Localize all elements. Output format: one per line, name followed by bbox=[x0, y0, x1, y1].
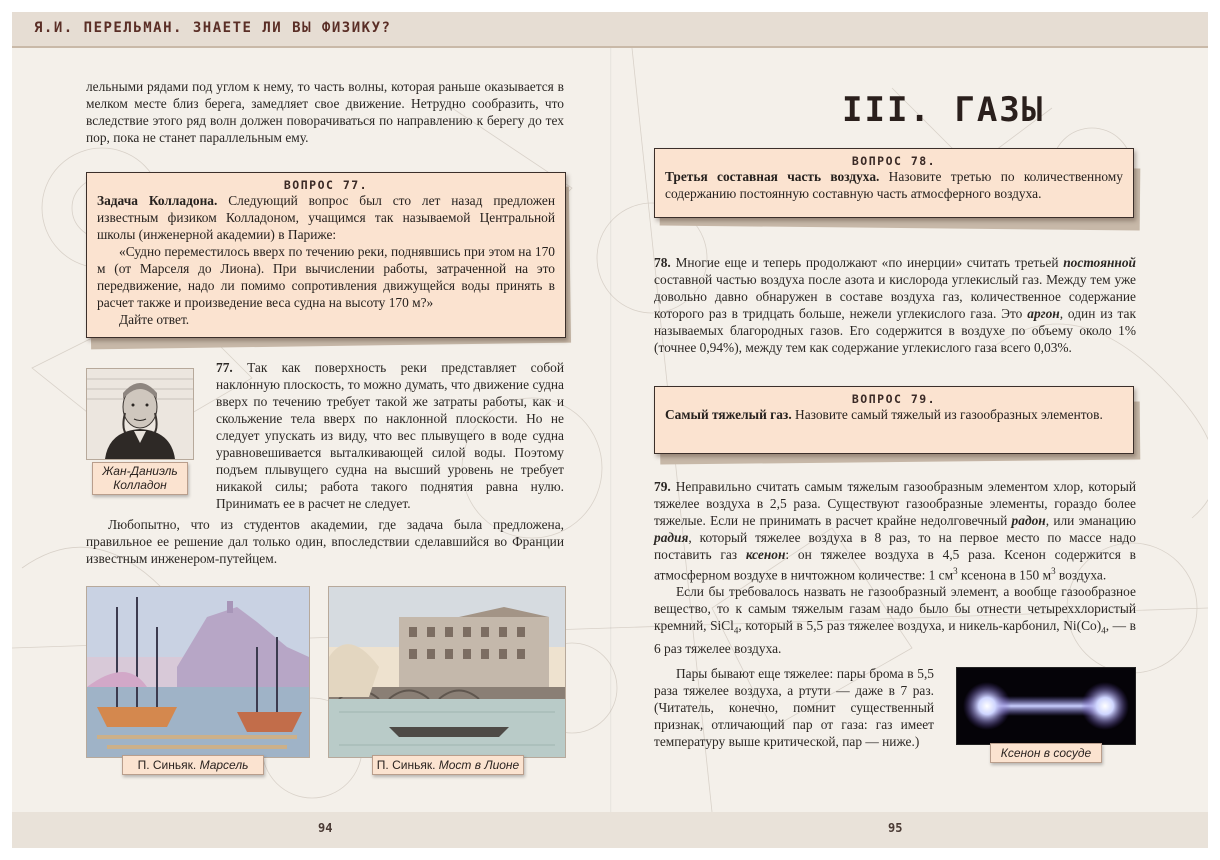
question-79-text: Самый тяжелый газ. Назовите самый тяжелый из газообразных элементов. bbox=[665, 407, 1103, 422]
page-number-left: 94 bbox=[318, 821, 333, 835]
book-spine bbox=[610, 48, 612, 848]
intro-paragraph: лельными рядами под углом к нему, то часть волны, которая раньше оказывается в мелком месте близ берега, замедляет свое движение. Нетрудно сообразить, что вследствие этого ряд волн должен поворачиваться по направлению к берегу до тех пор, пока не станет параллельным ему. bbox=[86, 79, 564, 145]
painting-lyon-caption: П. Синьяк. Мост в Лионе bbox=[372, 755, 524, 775]
page-number-right: 95 bbox=[888, 821, 903, 835]
question-79-label: ВОПРОС 79. bbox=[851, 392, 937, 406]
colladon-portrait bbox=[86, 368, 194, 460]
question-78-label: ВОПРОС 78. bbox=[851, 154, 937, 168]
painting-lyon-bridge bbox=[328, 586, 566, 758]
answer-77: 77. Так как поверхность реки представляет собой наклонную плоскость, то можно думать, что движение судна вверх по течению требует такой же затраты работы, как и скольжение тела вверх по наклонной плоскости. Но не следует упускать из виду, что вес плывущего в воде судна уравновешивается выталкивающей силой воды. Поэтому подъем плывущего судна на высший уровень не требует никакой силы; работа такого поднятия равна нулю. Принимать ее в расчет не следует. bbox=[216, 360, 564, 511]
answer-78: 78. Многие еще и теперь продолжают «по инерции» считать третьей постоянной составной частью воздуха после азота и кислорода углекислый газ. Между тем уже довольно давно обнаружен в составе воздуха газ, количественное содержание которого раз в тридцать больше, нежели углекислого газа. Это аргон, один из так называемых благородных газов. Его содержится в воздухе по объему около 1% (точнее 0,94%), между тем как содержание углекислого газа всего 0,03%. bbox=[654, 255, 1137, 355]
question-79-box bbox=[654, 386, 1134, 454]
answer-79-vapors: Пары бывают еще тяжелее: пары брома в 5,5 раза тяжелее воздуха, а ртути — даже в 7 раз. (Читатель, конечно, помнит существенный признак, отличающий пар от газа: газ имеет температуру выше критической, пар — ниже.) bbox=[654, 666, 934, 749]
running-head: Я.И. ПЕРЕЛЬМАН. ЗНАЕТЕ ЛИ ВЫ ФИЗИКУ? bbox=[34, 20, 392, 36]
xenon-photo bbox=[956, 667, 1136, 745]
book-spread bbox=[12, 12, 1208, 848]
question-77-box bbox=[86, 172, 566, 338]
question-77-label: ВОПРОС 77. bbox=[283, 178, 369, 192]
portrait-caption: Жан-Даниэль Колладон bbox=[92, 462, 188, 495]
answer-77-continued: Любопытно, что из студентов академии, где задача была предложена, правильное ее решение дал только один, впоследствии сделавшийся во Франции известным инженером-путейцем. bbox=[86, 517, 564, 566]
question-78-text: Третья составная часть воздуха. Назовите третью по количественному содержанию постоянную составную часть атмосферного воздуха. bbox=[665, 169, 1123, 201]
question-78-box bbox=[654, 148, 1134, 218]
footer-bar bbox=[12, 812, 1208, 848]
answer-79: 79. Неправильно считать самым тяжелым газообразным элементом хлор, который тяжелее воздуха в 2,5 раза. Существуют газообразные элементы, гораздо более тяжелые. Если не принимать в расчет крайне недолговечный радон, или эманацию радия, который тяжелее воздуха в 8 раз, то на первое место по массе надо поставить газ ксенон: он тяжелее воздуха в 4,5 раза. Ксенон содержится в атмосферном воздухе в ничтожном количестве: 1 $см^3$ ксенона в 150 $м^3$ воздуха. Если бы требовалось назвать не газообразный элемент, а вообще газообразное вещество, то к самым тяжелым газам надо было бы отнести четыреххлористый кремний, SiCl$_4$, который в 5,5 раз тяжелее воздуха, и никель-карбонил, $Ni(Co)_4$, — в 6 раз тяжелее воздуха. bbox=[654, 479, 1136, 657]
question-77-text: Задача Колладона. Следующий вопрос был сто лет назад предложен известным физиком Колладоном, учащимся так называемой Центральной школы (инженерной академии) в Париже: «Судно переместилось вверх по течению реки, поднявшись при этом на 170 м (от Марселя до Лиона). При вычислении работы, затраченной на это передвижение, надо ли помимо сопротивления движущейся воды принять в расчет также и произведение веса судна на высоту 170 м?» Дайте ответ. bbox=[97, 193, 555, 327]
painting-marseille-caption: П. Синьяк. Марсель bbox=[122, 755, 264, 775]
chapter-title: III. ГАЗЫ bbox=[842, 90, 1045, 130]
xenon-caption: Ксенон в сосуде bbox=[990, 743, 1102, 763]
header-bar bbox=[12, 12, 1208, 48]
painting-marseille bbox=[86, 586, 310, 758]
